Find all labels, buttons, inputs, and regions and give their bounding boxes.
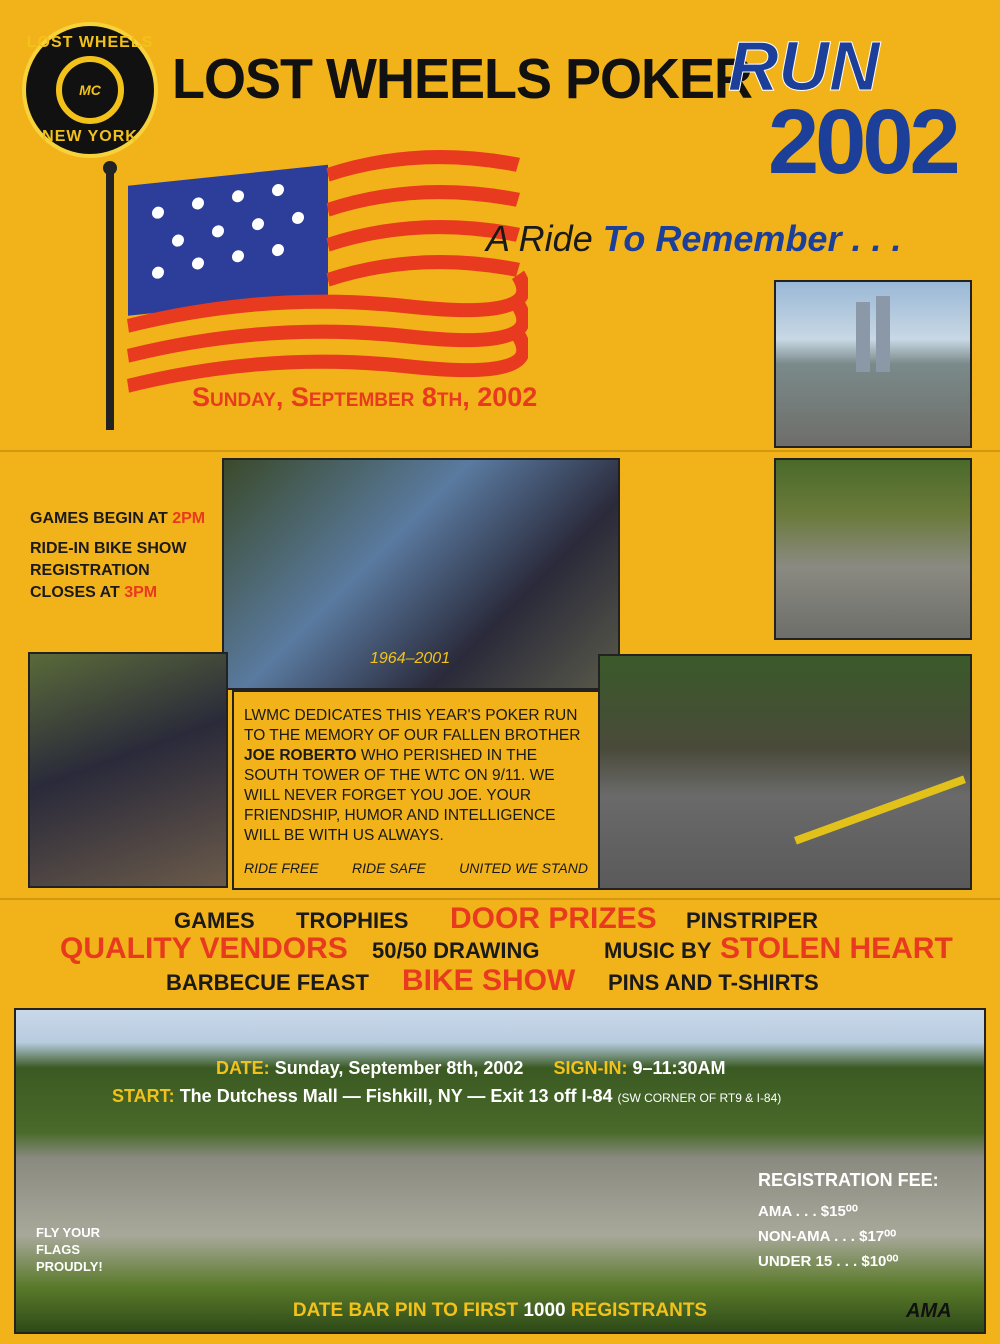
page-title: LOST WHEELS POKER [172,47,753,111]
year: 2002 [768,91,957,193]
photo-touring-bike [598,654,972,890]
feature-games: GAMES [174,908,255,933]
fly-line-3: PROUDLY! [36,1259,103,1274]
logo-top-text: LOST WHEELS [26,34,154,51]
tagline-part1: A Ride [486,218,593,259]
start-note: (SW CORNER OF RT9 & I-84) [617,1091,782,1105]
fly-flags-note [36,1224,103,1275]
dedication-text-before: LWMC DEDICATES THIS YEAR'S POKER RUN TO THE MEMORY OF OUR FALLEN BROTHER [244,707,581,744]
photo-city-riders [774,280,972,448]
event-details-panel [14,1008,986,1334]
motto-3: UNITED WE STAND [459,860,588,876]
motto-1: RIDE FREE [244,860,319,876]
photo-rider-group [28,652,228,888]
signin-label: SIGN-IN: [553,1058,628,1078]
pin-offer [16,1300,984,1322]
feature-pins-tshirts: PINS AND T-SHIRTS [608,970,819,995]
fly-line-1: FLY YOUR [36,1225,101,1240]
fold-line [0,450,1000,452]
photo-caption: 1964–2001 [370,650,451,667]
feature-door-prizes: DOOR PRIZES [450,902,657,935]
ama-logo: AMA [906,1300,952,1322]
feature-barbecue-feast: BARBECUE FEAST [166,970,369,995]
registration-fees [758,1170,939,1274]
tagline [486,218,901,260]
feature-5050-drawing: 50/50 DRAWING [372,938,540,963]
date-value: Sunday, September 8th, 2002 [274,1058,524,1078]
games-begin-label: GAMES BEGIN AT [30,510,168,527]
pin-number: 1000 [523,1300,566,1321]
photo-road-riders [774,458,972,640]
start-line [112,1086,781,1107]
dedication-name: JOE ROBERTO [244,747,357,764]
pin-prefix: DATE BAR PIN TO FIRST [292,1300,519,1321]
logo-center-text: MC [79,82,101,98]
bike-show-line-1: RIDE-IN BIKE SHOW [30,540,187,557]
start-label: START: [112,1086,175,1106]
signin-value: 9–11:30AM [632,1058,726,1078]
dedication-box [232,690,600,890]
registration-heading: REGISTRATION FEE: [758,1170,939,1190]
pin-suffix: REGISTRANTS [570,1300,708,1321]
logo-bottom-text: NEW YORK [42,128,138,145]
mottos [244,858,588,878]
fold-line [0,898,1000,900]
bike-show-line-2: REGISTRATION [30,562,150,579]
motto-2: RIDE SAFE [351,860,426,876]
fee-row-ama: AMA . . . $15⁰⁰ [758,1203,858,1220]
feature-trophies: TROPHIES [296,908,409,933]
run-word: RUN [728,27,880,105]
date-label: DATE: [216,1058,270,1078]
games-begin-time: 2PM [172,510,206,527]
feature-quality-vendors: QUALITY VENDORS [60,932,348,965]
feature-pinstriper: PINSTRIPER [686,908,819,933]
closes-at-label: CLOSES AT [30,584,120,601]
schedule-info [30,508,205,604]
dedication-text-after: WHO PERISHED IN THE SOUTH TOWER OF THE WTC ON 9/11. WE WILL NEVER FORGET YOU JOE. YOUR FRIENDSHIP, HUMOR AND INTELLIGENCE WILL BE WITH US ALWAYS. [244,747,556,844]
closes-at-time: 3PM [124,584,158,601]
feature-bike-show: BIKE SHOW [402,964,576,997]
fee-row-under-15: UNDER 15 . . . $10⁰⁰ [758,1253,899,1270]
start-value: The Dutchess Mall — Fishkill, NY — Exit 13 off I-84 [179,1086,613,1106]
feature-music-by: MUSIC BY [604,938,712,963]
tagline-part2: To Remember . . . [602,218,902,259]
club-logo [22,22,158,158]
feature-stolen-heart: STOLEN HEART [720,932,953,965]
date-signin-line [216,1058,726,1079]
fly-line-2: FLAGS [36,1242,81,1257]
event-date: Sunday, September 8th, 2002 [192,382,538,412]
fee-row-non-ama: NON-AMA . . . $17⁰⁰ [758,1228,897,1245]
